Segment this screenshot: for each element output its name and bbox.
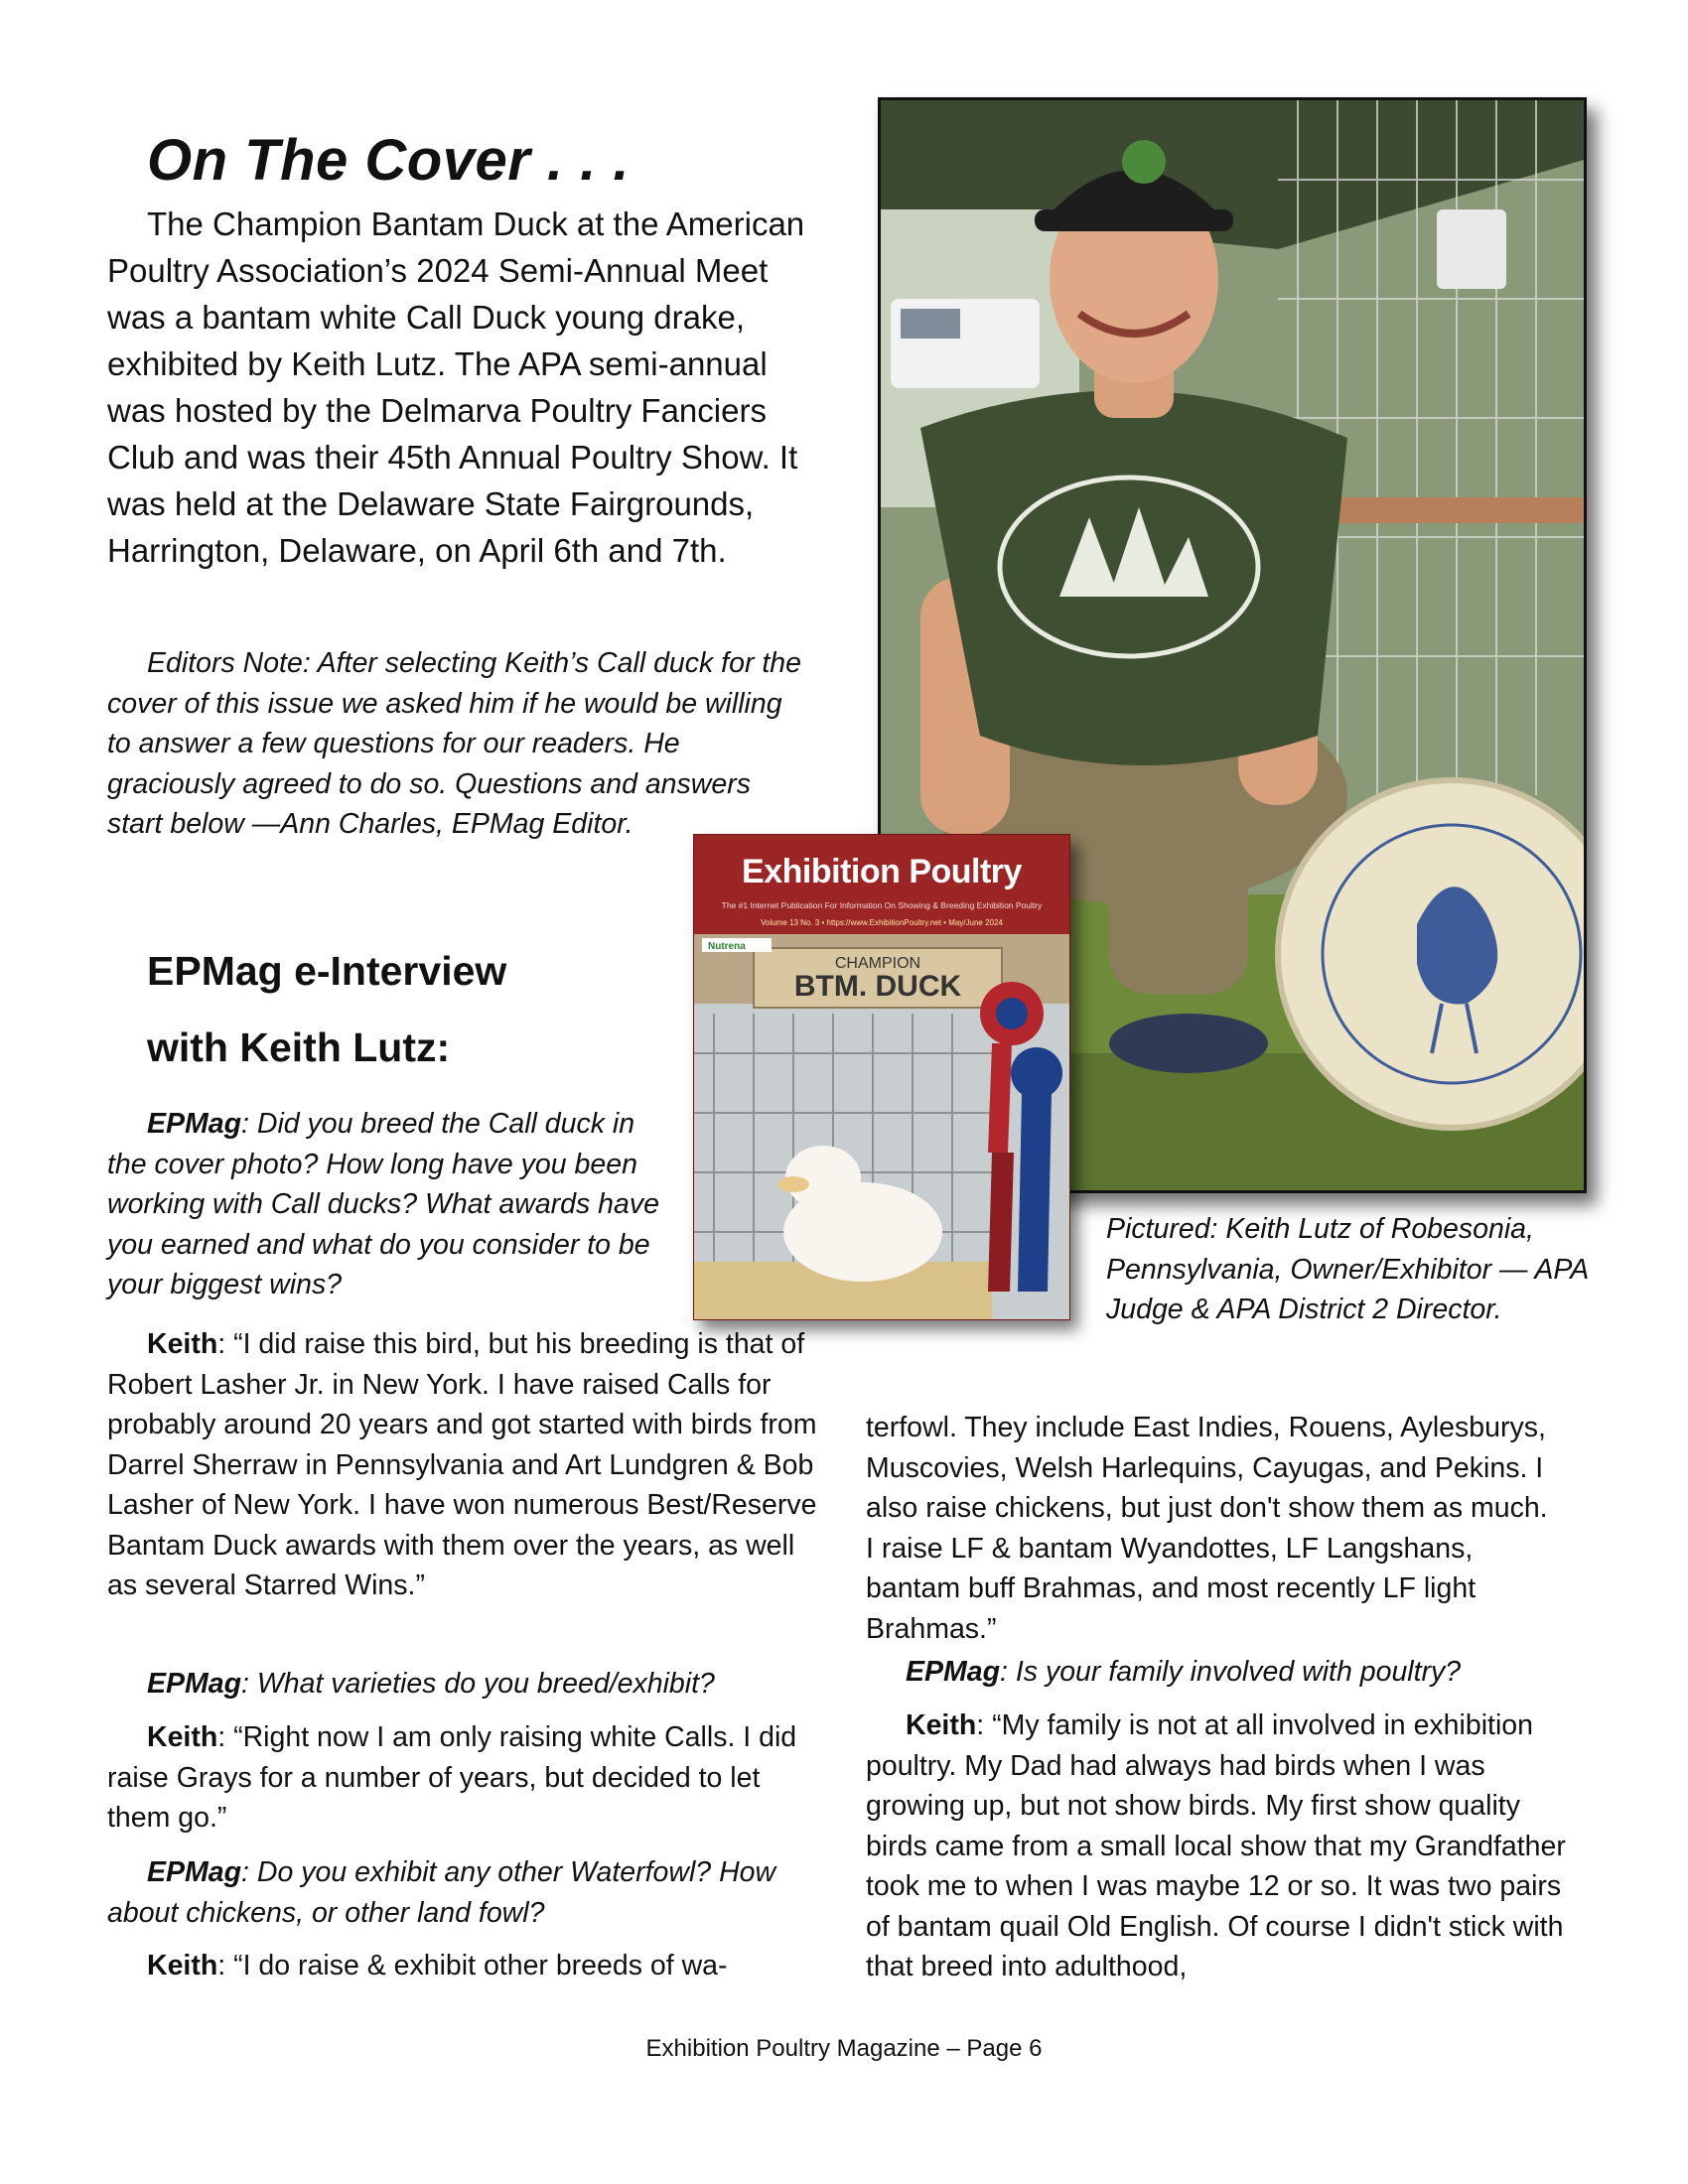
- editor-note: Editors Note: After selecting Keith’s Call duck for the cover of this issue we asked him if he would be willing to answer a few questions for our readers. He graciously agreed to do so. Questions and answers start below —Ann Charles, EPMag Editor.: [107, 647, 801, 840]
- cover-title: On The Cover . . .: [147, 128, 630, 193]
- answer-4-text: : “My family is not at all involved in exhibition poultry. My Dad had always had birds when I was growing up, but not show birds. My first show quality birds came from a small local show that my Grandfather took me to when I was maybe 12 or so. It was two pairs of bantam quail Old English. Of course I didn't stick with that breed into adulthood,: [866, 1709, 1566, 1982]
- answer-2-text: : “Right now I am only raising white Calls. I did raise Grays for a number of years, but decided to let them go.”: [107, 1721, 797, 1834]
- question-4-text: : Is your family involved with poultry?: [1000, 1656, 1462, 1688]
- interview-heading-line1: EPMag e-Interview: [147, 948, 507, 994]
- answer-4: [866, 1706, 1577, 1987]
- question-1-text: : Did you breed the Call duck in the cover photo? How long have you been working with Call ducks? What awards have you earned and what do you consider to be your biggest wins?: [107, 1108, 659, 1300]
- question-3-text: : Do you exhibit any other Waterfowl? How about chickens, or other land fowl?: [107, 1856, 776, 1929]
- question-3: [107, 1852, 802, 1933]
- page-footer: Exhibition Poultry Magazine – Page 6: [645, 2035, 1043, 2062]
- answer-3-label: Keith: [147, 1950, 218, 1981]
- svg-text:Nutrena: Nutrena: [708, 941, 746, 952]
- photo-caption: Pictured: Keith Lutz of Robesonia, Pennsylvania, Owner/Exhibitor — APA Judge & APA District 2 Director.: [1106, 1213, 1589, 1325]
- magazine-volume-line: Volume 13 No. 3 • https://www.ExhibitionPoultry.net • May/June 2024: [761, 918, 1003, 927]
- answer-1: [107, 1324, 818, 1606]
- question-4-label: EPMag: [906, 1656, 1001, 1688]
- svg-text:CHAMPION: CHAMPION: [834, 955, 921, 972]
- question-1-label: EPMag: [147, 1108, 242, 1140]
- svg-text:BTM. DUCK: BTM. DUCK: [793, 970, 962, 1003]
- answer-3-text: : “I do raise & exhibit other breeds of wa-: [217, 1950, 728, 1981]
- question-2-label: EPMag: [147, 1668, 242, 1700]
- interview-heading: [147, 933, 506, 1086]
- interview-heading-line2: with Keith Lutz:: [147, 1024, 451, 1070]
- answer-2: [107, 1717, 818, 1839]
- answer-1-label: Keith: [147, 1328, 218, 1360]
- answer-2-label: Keith: [147, 1721, 218, 1753]
- magazine-subtitle: The #1 Internet Publication For Information On Showing & Breeding Exhibition Poultry: [721, 900, 1043, 910]
- magazine-title: Exhibition Poultry: [742, 853, 1022, 890]
- answer-3-continued: terfowl. They include East Indies, Rouens, Aylesburys, Muscovies, Welsh Harlequins, Cayugas, and Pekins. I also raise chickens, but just don't show them as much. I raise LF & bantam Wyandottes, LF Langshans, bantam buff Brahmas, and most recently LF light Brahmas.”: [866, 1412, 1548, 1645]
- question-2-text: : What varieties do you breed/exhibit?: [241, 1668, 715, 1700]
- question-1: [107, 1104, 673, 1305]
- cover-intro: The Champion Bantam Duck at the American Poultry Association’s 2024 Semi-Annual Meet was a bantam white Call Duck young drake, exhibited by Keith Lutz. The APA semi-annual was hosted by the Delmarva Poultry Fanciers Club and was their 45th Annual Poultry Show. It was held at the Delaware State Fairgrounds, Harrington, Delaware, on April 6th and 7th.: [107, 205, 805, 569]
- question-2: [107, 1664, 822, 1705]
- question-3-label: EPMag: [147, 1856, 242, 1888]
- answer-1-text: : “I did raise this bird, but his breeding is that of Robert Lasher Jr. in New York. I have raised Calls for probably around 20 years and got started with birds from Darrel Sherraw in Pennsylvania and Art Lundgren & Bob Lasher of New York. I have won numerous Best/Reserve Bantam Duck awards with them over the years, as well as several Starred Wins.”: [107, 1328, 817, 1601]
- answer-3: [107, 1946, 822, 1986]
- magazine-cover: [693, 834, 1070, 1320]
- answer-4-label: Keith: [906, 1709, 977, 1741]
- question-4: [866, 1652, 1581, 1693]
- magazine-cover-photo: [694, 934, 1069, 1319]
